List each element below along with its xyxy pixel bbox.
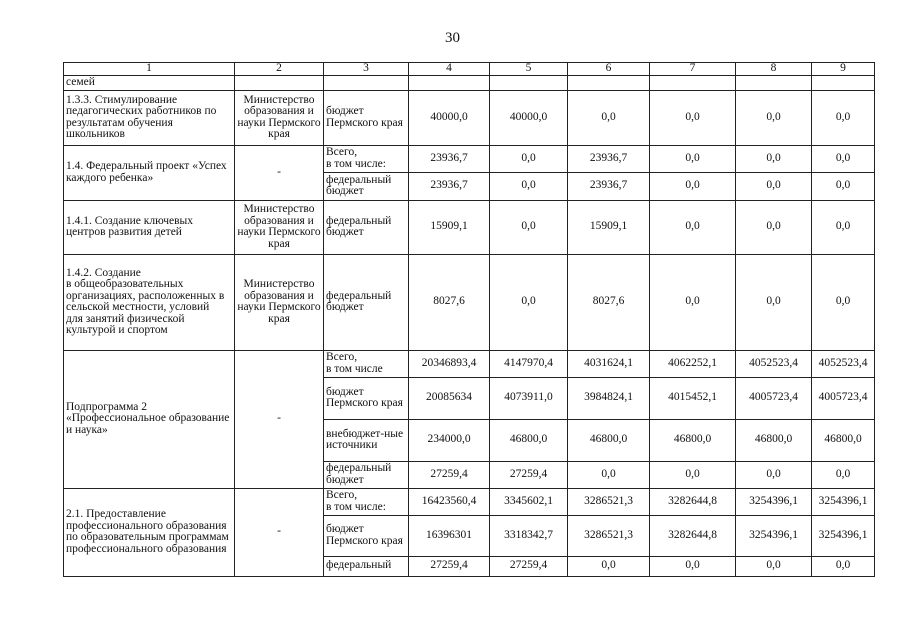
activity-name: 1.3.3. Стимулирование педагогических работников по результатам обучения школьников <box>64 90 235 145</box>
funding-source: федеральный бюджет <box>324 200 409 254</box>
value-year: 0,0 <box>736 556 812 576</box>
value-year: 3345602,1 <box>490 488 568 515</box>
value-year: 8027,6 <box>568 254 650 350</box>
column-header: 2 <box>235 63 324 76</box>
value-year: 4052523,4 <box>812 350 875 377</box>
activity-name: Подпрограмма 2 «Профессиональное образование и наука» <box>64 350 235 488</box>
value-year: 4015452,1 <box>650 377 736 419</box>
value-year: 3286521,3 <box>568 515 650 556</box>
column-header: 9 <box>812 63 875 76</box>
value-year: 0,0 <box>490 172 568 200</box>
activity-name: 1.4. Федеральный проект «Успех каждого ребенка» <box>64 145 235 200</box>
value-year <box>568 75 650 90</box>
value-year: 40000,0 <box>490 90 568 145</box>
funding-source: бюджет Пермского края <box>324 515 409 556</box>
executor: - <box>235 145 324 200</box>
activity-name: семей <box>64 75 235 90</box>
value-year <box>736 75 812 90</box>
value-year: 0,0 <box>812 556 875 576</box>
value-year: 0,0 <box>568 90 650 145</box>
column-header: 7 <box>650 63 736 76</box>
value-total: 27259,4 <box>409 461 490 488</box>
value-year: 0,0 <box>736 145 812 172</box>
value-year: 3254396,1 <box>736 488 812 515</box>
value-year <box>490 75 568 90</box>
value-year: 0,0 <box>650 200 736 254</box>
column-header: 5 <box>490 63 568 76</box>
value-year: 27259,4 <box>490 556 568 576</box>
funding-source: внебюджет-ные источники <box>324 419 409 461</box>
value-year: 0,0 <box>650 145 736 172</box>
table-row <box>64 200 875 254</box>
value-year: 4052523,4 <box>736 350 812 377</box>
value-year: 4062252,1 <box>650 350 736 377</box>
value-year: 15909,1 <box>568 200 650 254</box>
value-year: 3282644,8 <box>650 515 736 556</box>
executor: - <box>235 350 324 488</box>
column-header: 8 <box>736 63 812 76</box>
value-year: 4147970,4 <box>490 350 568 377</box>
column-header: 6 <box>568 63 650 76</box>
activity-name: 1.4.2. Создание в общеобразовательных организациях, расположенных в сельской местности, условий для занятий физической культурой и спортом <box>64 254 235 350</box>
value-year: 46800,0 <box>490 419 568 461</box>
funding-source: бюджет Пермского края <box>324 377 409 419</box>
value-total: 20085634 <box>409 377 490 419</box>
value-year: 46800,0 <box>812 419 875 461</box>
value-year: 0,0 <box>736 461 812 488</box>
value-total: 8027,6 <box>409 254 490 350</box>
value-year: 0,0 <box>736 254 812 350</box>
activity-name: 2.1. Предоставление профессионального образования по образовательным программам профессионального образования <box>64 488 235 576</box>
value-total: 27259,4 <box>409 556 490 576</box>
value-year: 0,0 <box>736 200 812 254</box>
table-row <box>64 145 875 172</box>
value-year: 0,0 <box>650 461 736 488</box>
value-year: 0,0 <box>490 145 568 172</box>
activity-name: 1.4.1. Создание ключевых центров развития детей <box>64 200 235 254</box>
executor <box>235 75 324 90</box>
value-year: 27259,4 <box>490 461 568 488</box>
value-total: 234000,0 <box>409 419 490 461</box>
value-total: 16396301 <box>409 515 490 556</box>
table-row <box>64 90 875 145</box>
value-year: 4005723,4 <box>812 377 875 419</box>
value-year: 23936,7 <box>568 172 650 200</box>
page-number: 30 <box>445 30 460 46</box>
value-total: 23936,7 <box>409 145 490 172</box>
value-year: 46800,0 <box>650 419 736 461</box>
value-year: 0,0 <box>650 254 736 350</box>
funding-source: федеральный <box>324 556 409 576</box>
value-year: 0,0 <box>490 200 568 254</box>
table-row <box>64 350 875 377</box>
value-year: 0,0 <box>736 172 812 200</box>
column-header: 4 <box>409 63 490 76</box>
funding-source: федеральный бюджет <box>324 461 409 488</box>
value-year: 0,0 <box>650 172 736 200</box>
value-year: 0,0 <box>736 90 812 145</box>
value-year: 4073911,0 <box>490 377 568 419</box>
value-year: 4031624,1 <box>568 350 650 377</box>
value-year: 0,0 <box>568 461 650 488</box>
column-header: 3 <box>324 63 409 76</box>
table-row <box>64 75 875 90</box>
value-year: 0,0 <box>812 200 875 254</box>
table-row <box>64 254 875 350</box>
value-total <box>409 75 490 90</box>
column-number-row <box>64 63 875 76</box>
funding-source: федеральный бюджет <box>324 254 409 350</box>
value-total: 15909,1 <box>409 200 490 254</box>
executor: Министерство образования и науки Пермского края <box>235 200 324 254</box>
value-year: 23936,7 <box>568 145 650 172</box>
value-year: 3286521,3 <box>568 488 650 515</box>
value-total: 16423560,4 <box>409 488 490 515</box>
value-total: 20346893,4 <box>409 350 490 377</box>
value-year: 0,0 <box>812 172 875 200</box>
value-year: 0,0 <box>650 556 736 576</box>
value-year: 3984824,1 <box>568 377 650 419</box>
executor: - <box>235 488 324 576</box>
value-total: 40000,0 <box>409 90 490 145</box>
executor: Министерство образования и науки Пермского края <box>235 254 324 350</box>
value-year <box>650 75 736 90</box>
value-year: 0,0 <box>568 556 650 576</box>
value-year: 4005723,4 <box>736 377 812 419</box>
value-total: 23936,7 <box>409 172 490 200</box>
value-year: 3318342,7 <box>490 515 568 556</box>
executor: Министерство образования и науки Пермского края <box>235 90 324 145</box>
funding-source <box>324 75 409 90</box>
funding-source: Всего, в том числе <box>324 350 409 377</box>
value-year: 3254396,1 <box>812 515 875 556</box>
funding-source: федеральный бюджет <box>324 172 409 200</box>
value-year: 0,0 <box>650 90 736 145</box>
budget-table <box>63 62 875 577</box>
funding-source: бюджет Пермского края <box>324 90 409 145</box>
value-year: 0,0 <box>490 254 568 350</box>
table-row <box>64 488 875 515</box>
value-year <box>812 75 875 90</box>
value-year: 3254396,1 <box>736 515 812 556</box>
value-year: 46800,0 <box>736 419 812 461</box>
value-year: 3282644,8 <box>650 488 736 515</box>
value-year: 0,0 <box>812 90 875 145</box>
funding-source: Всего, в том числе: <box>324 488 409 515</box>
value-year: 46800,0 <box>568 419 650 461</box>
value-year: 0,0 <box>812 145 875 172</box>
column-header: 1 <box>64 63 235 76</box>
value-year: 3254396,1 <box>812 488 875 515</box>
value-year: 0,0 <box>812 461 875 488</box>
funding-source: Всего, в том числе: <box>324 145 409 172</box>
value-year: 0,0 <box>812 254 875 350</box>
